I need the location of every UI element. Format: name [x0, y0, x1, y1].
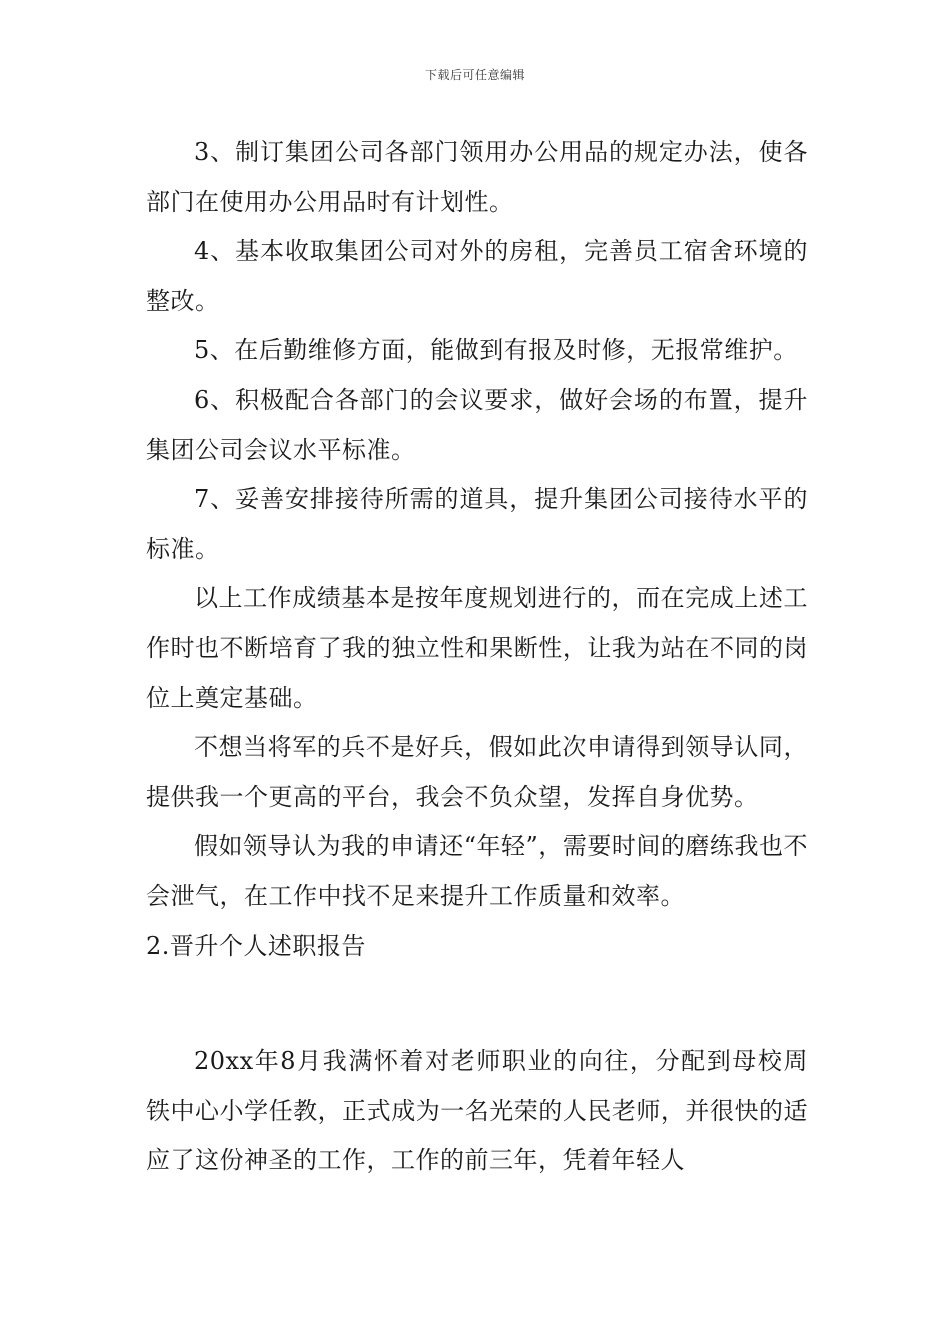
paragraph-aspiration: 不想当将军的兵不是好兵，假如此次申请得到领导认同，提供我一个更高的平台，我会不负众望，发挥自身优势。: [146, 733, 808, 811]
paragraph-item-5: 5、在后勤维修方面，能做到有报及时修，无报常维护。: [194, 336, 798, 365]
paragraph-resolve: 假如领导认为我的申请还“年轻”，需要时间的磨练我也不会泄气，在工作中找不足来提升工作质量和效率。: [146, 832, 808, 910]
paragraph-item-7: 7、妥善安排接待所需的道具，提升集团公司接待水平的标准。: [146, 485, 808, 563]
paragraph-summary: 以上工作成绩基本是按年度规划进行的，而在完成上述工作时也不断培育了我的独立性和果断性，让我为站在不同的岗位上奠定基础。: [146, 584, 808, 712]
section-heading: 2.晋升个人述职报告: [146, 931, 366, 960]
document-body: [146, 128, 808, 1186]
page-header: 下载后可任意编辑: [424, 68, 525, 82]
paragraph-item-6: 6、积极配合各部门的会议要求，做好会场的布置，提升集团公司会议水平标准。: [146, 385, 808, 464]
paragraph-item-3: 3、制订集团公司各部门领用办公用品的规定办法，使各部门在使用办公用品时有计划性。: [146, 138, 808, 216]
section-spacer: [146, 971, 808, 1037]
paragraph-report-intro: 20xx年8月我满怀着对老师职业的向往，分配到母校周铁中心小学任教，正式成为一名光荣的人民老师，并很快的适应了这份神圣的工作，工作的前三年，凭着年轻人: [146, 1047, 808, 1175]
paragraph-item-4: 4、基本收取集团公司对外的房租，完善员工宿舍环境的整改。: [146, 237, 808, 315]
